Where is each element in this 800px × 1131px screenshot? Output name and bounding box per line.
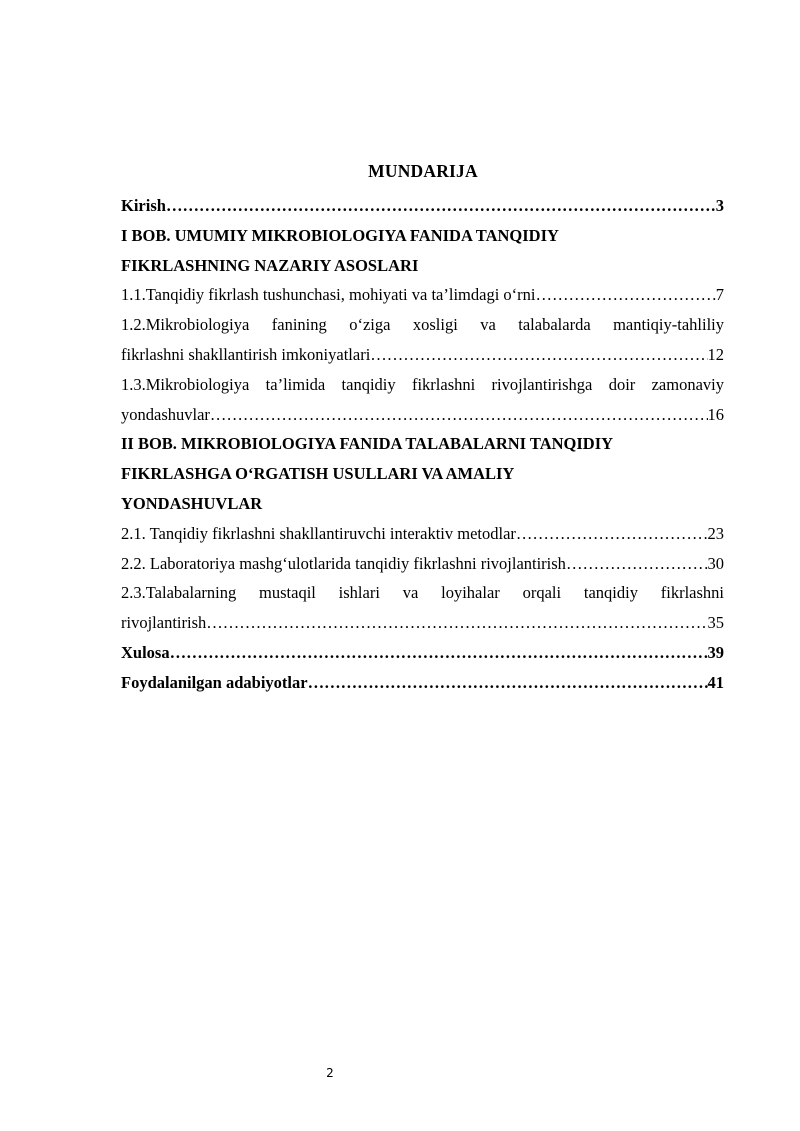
page-title: MUNDARIJA bbox=[368, 161, 478, 181]
toc-label: fikrlashni shakllantirish imkoniyatlari bbox=[121, 344, 371, 364]
toc-chapter-2-line: YONDASHUVLAR bbox=[121, 493, 263, 513]
toc-leader-dots bbox=[166, 191, 716, 221]
toc-label: Kirish bbox=[121, 196, 166, 215]
toc-entry-1-2[interactable] bbox=[121, 310, 724, 370]
toc-entry-kirish[interactable] bbox=[121, 191, 724, 221]
toc-label: yondashuvlar bbox=[121, 404, 210, 424]
toc-label: rivojlantirish bbox=[121, 613, 207, 633]
toc-leader-dots bbox=[566, 549, 708, 579]
toc-page-number: 3 bbox=[715, 196, 724, 215]
toc-page-number: 12 bbox=[707, 344, 724, 364]
toc-leader-dots bbox=[206, 608, 707, 638]
toc-page-number: 16 bbox=[707, 404, 724, 424]
toc-leader-dots bbox=[516, 519, 708, 549]
toc-label-line: 1.2.Mikrobiologiya fanining o‘ziga xosligi va talabalarda mantiqiy-tahliliy bbox=[121, 315, 724, 335]
toc-entry-1-3[interactable] bbox=[121, 370, 724, 430]
toc-label: 2.1. Tanqidiy fikrlashni shakllantiruvchi interaktiv metodlar bbox=[121, 523, 516, 543]
toc-page-number: 30 bbox=[707, 553, 724, 573]
toc-chapter-2-heading[interactable] bbox=[121, 429, 724, 518]
toc-leader-dots bbox=[170, 638, 708, 668]
toc-chapter-2-line: FIKRLASHGA O‘RGATISH USULLARI VA AMALIY bbox=[121, 464, 515, 484]
toc-entry-2-1[interactable] bbox=[121, 519, 724, 549]
toc-leader-dots bbox=[535, 280, 715, 310]
toc-page-number: 23 bbox=[707, 523, 724, 543]
toc-entry-2-3[interactable] bbox=[121, 578, 724, 638]
toc-page-number: 7 bbox=[715, 285, 724, 305]
toc-leader-dots bbox=[308, 668, 708, 698]
toc-page-number: 39 bbox=[707, 642, 724, 662]
page-number: 2 bbox=[326, 1066, 334, 1080]
toc-page-number: 41 bbox=[707, 672, 724, 692]
toc-label: 2.2. Laboratoriya mashg‘ulotlarida tanqidiy fikrlashni rivojlantirish bbox=[121, 553, 566, 573]
toc-chapter-1-heading[interactable] bbox=[121, 221, 724, 281]
toc-label-line: 1.3.Mikrobiologiya ta’limida tanqidiy fikrlashni rivojlantirishga doir zamonaviy bbox=[121, 374, 724, 394]
toc-leader-dots bbox=[210, 400, 708, 430]
toc-chapter-2-line: II BOB. MIKROBIOLOGIYA FANIDA TALABALARNI TANQIDIY bbox=[121, 434, 614, 454]
toc-entry-xulosa[interactable] bbox=[121, 638, 724, 668]
toc-chapter-1-line: I BOB. UMUMIY MIKROBIOLOGIYA FANIDA TANQIDIY bbox=[121, 225, 559, 245]
toc-leader-dots bbox=[370, 340, 707, 370]
toc-label: 1.1.Tanqidiy fikrlash tushunchasi, mohiyati va ta’limdagi o‘rni bbox=[121, 285, 536, 305]
toc-entry-adabiyotlar[interactable] bbox=[121, 668, 724, 698]
toc-entry-2-2[interactable] bbox=[121, 549, 724, 579]
toc-chapter-1-line: FIKRLASHNING NAZARIY ASOSLARI bbox=[121, 255, 419, 275]
toc-label-line: 2.3.Talabalarning mustaqil ishlari va loyihalar orqali tanqidiy fikrlashni bbox=[121, 583, 724, 603]
toc-entry-1-1[interactable] bbox=[121, 280, 724, 310]
toc-label: Foydalanilgan adabiyotlar bbox=[121, 672, 308, 692]
toc-label: Xulosa bbox=[121, 642, 170, 662]
table-of-contents bbox=[121, 191, 724, 698]
toc-page-number: 35 bbox=[707, 613, 724, 633]
